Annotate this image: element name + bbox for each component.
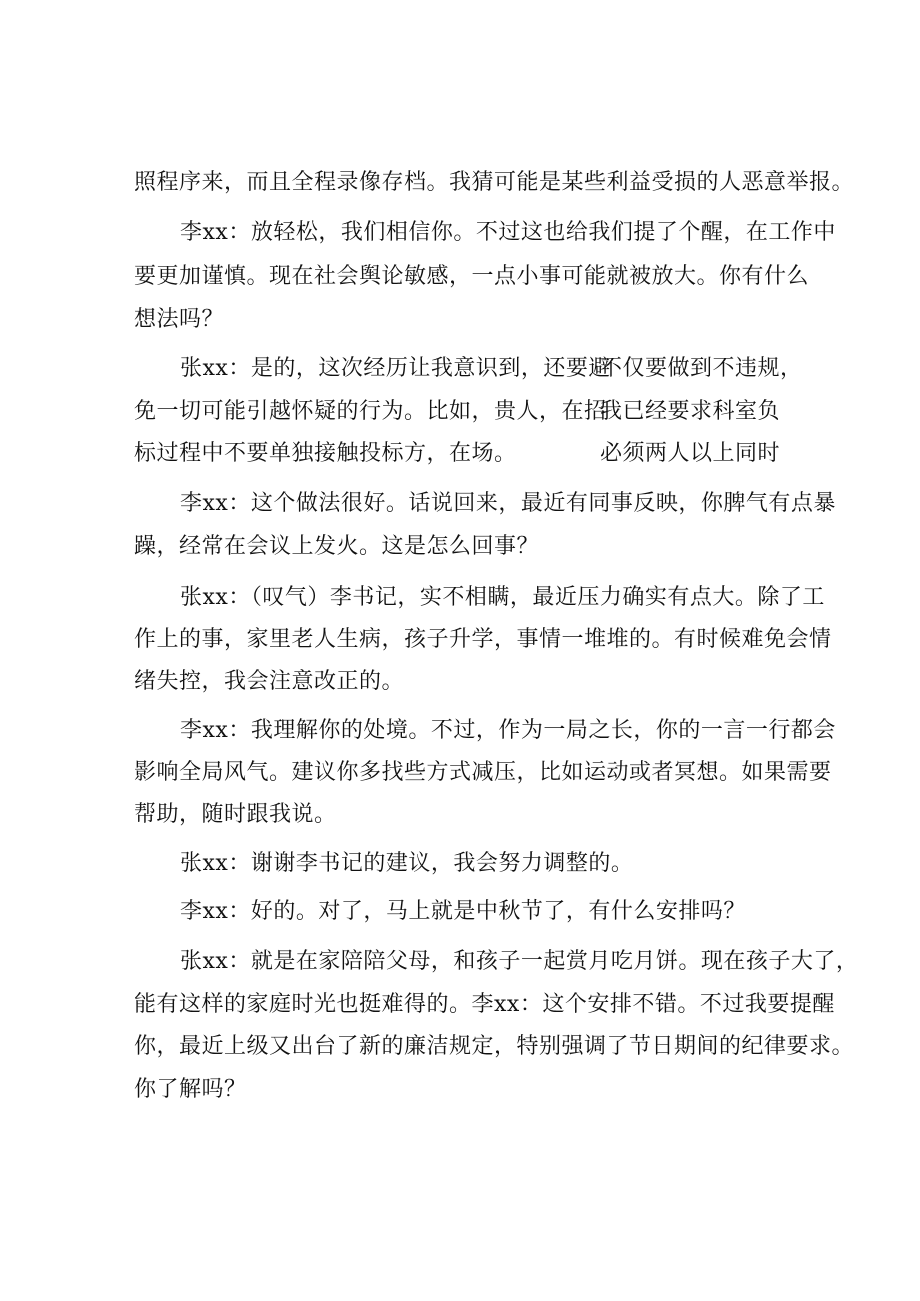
text-line: 能有这样的家庭时光也挺难得的。李xx：这个安排不错。不过我要提醒	[134, 992, 835, 1017]
text-line: 你了解吗？	[134, 1077, 247, 1102]
text-line-right: 必须两人以上同时	[600, 441, 781, 466]
text-line-right: 不仅要做到不违规，	[600, 356, 803, 381]
text-line: 要更加谨慎。现在社会舆论敏感，一点小事可能就被放大。你有什么	[134, 264, 810, 289]
text-line: 想法吗？	[134, 307, 225, 332]
text-line: 免一切可能引越怀疑的行为。比如，贵人，在招	[134, 399, 607, 424]
text-line-right: 我已经要求科室负	[600, 399, 781, 424]
text-line: 帮助，随时跟我说。	[134, 802, 337, 827]
text-line: 李xx：我理解你的处境。不过，作为一局之长，你的一言一行都会	[180, 718, 836, 743]
text-line: 作上的事，家里老人生病，孩子升学，事情一堆堆的。有时候难免会情	[134, 627, 832, 652]
text-line: 张xx：（叹气）李书记，实不相瞒，最近压力确实有点大。除了工	[180, 585, 825, 610]
text-line: 李xx：这个做法很好。话说回来，最近有同事反映，你脾气有点暴	[180, 491, 836, 516]
text-line: 照程序来，而且全程录像存档。我猜可能是某些利益受损的人恶意举报。	[134, 170, 855, 195]
text-line: 躁，经常在会议上发火。这是怎么回事？	[134, 534, 540, 559]
text-line: 绪失控，我会注意改正的。	[134, 669, 405, 694]
text-line: 李xx：放轻松，我们相信你。不过这也给我们提了个醒，在工作中	[180, 220, 836, 245]
text-line: 李xx：好的。对了，马上就是中秋节了，有什么安排吗？	[180, 899, 746, 924]
text-line: 影响全局风气。建议你多找些方式减压，比如运动或者冥想。如果需要	[134, 760, 832, 785]
text-line: 你，最近上级又出台了新的廉洁规定，特别强调了节日期间的纪律要求。	[134, 1034, 855, 1059]
text-line: 张xx：是的，这次经历让我意识到，还要避	[180, 356, 611, 381]
text-line: 张xx：就是在家陪陪父母，和孩子一起赏月吃月饼。现在孩子大了，	[180, 949, 859, 974]
text-line: 张xx：谢谢李书记的建议，我会努力调整的。	[180, 851, 634, 876]
text-line: 标过程中不要单独接触投标方，在场。	[134, 441, 517, 466]
